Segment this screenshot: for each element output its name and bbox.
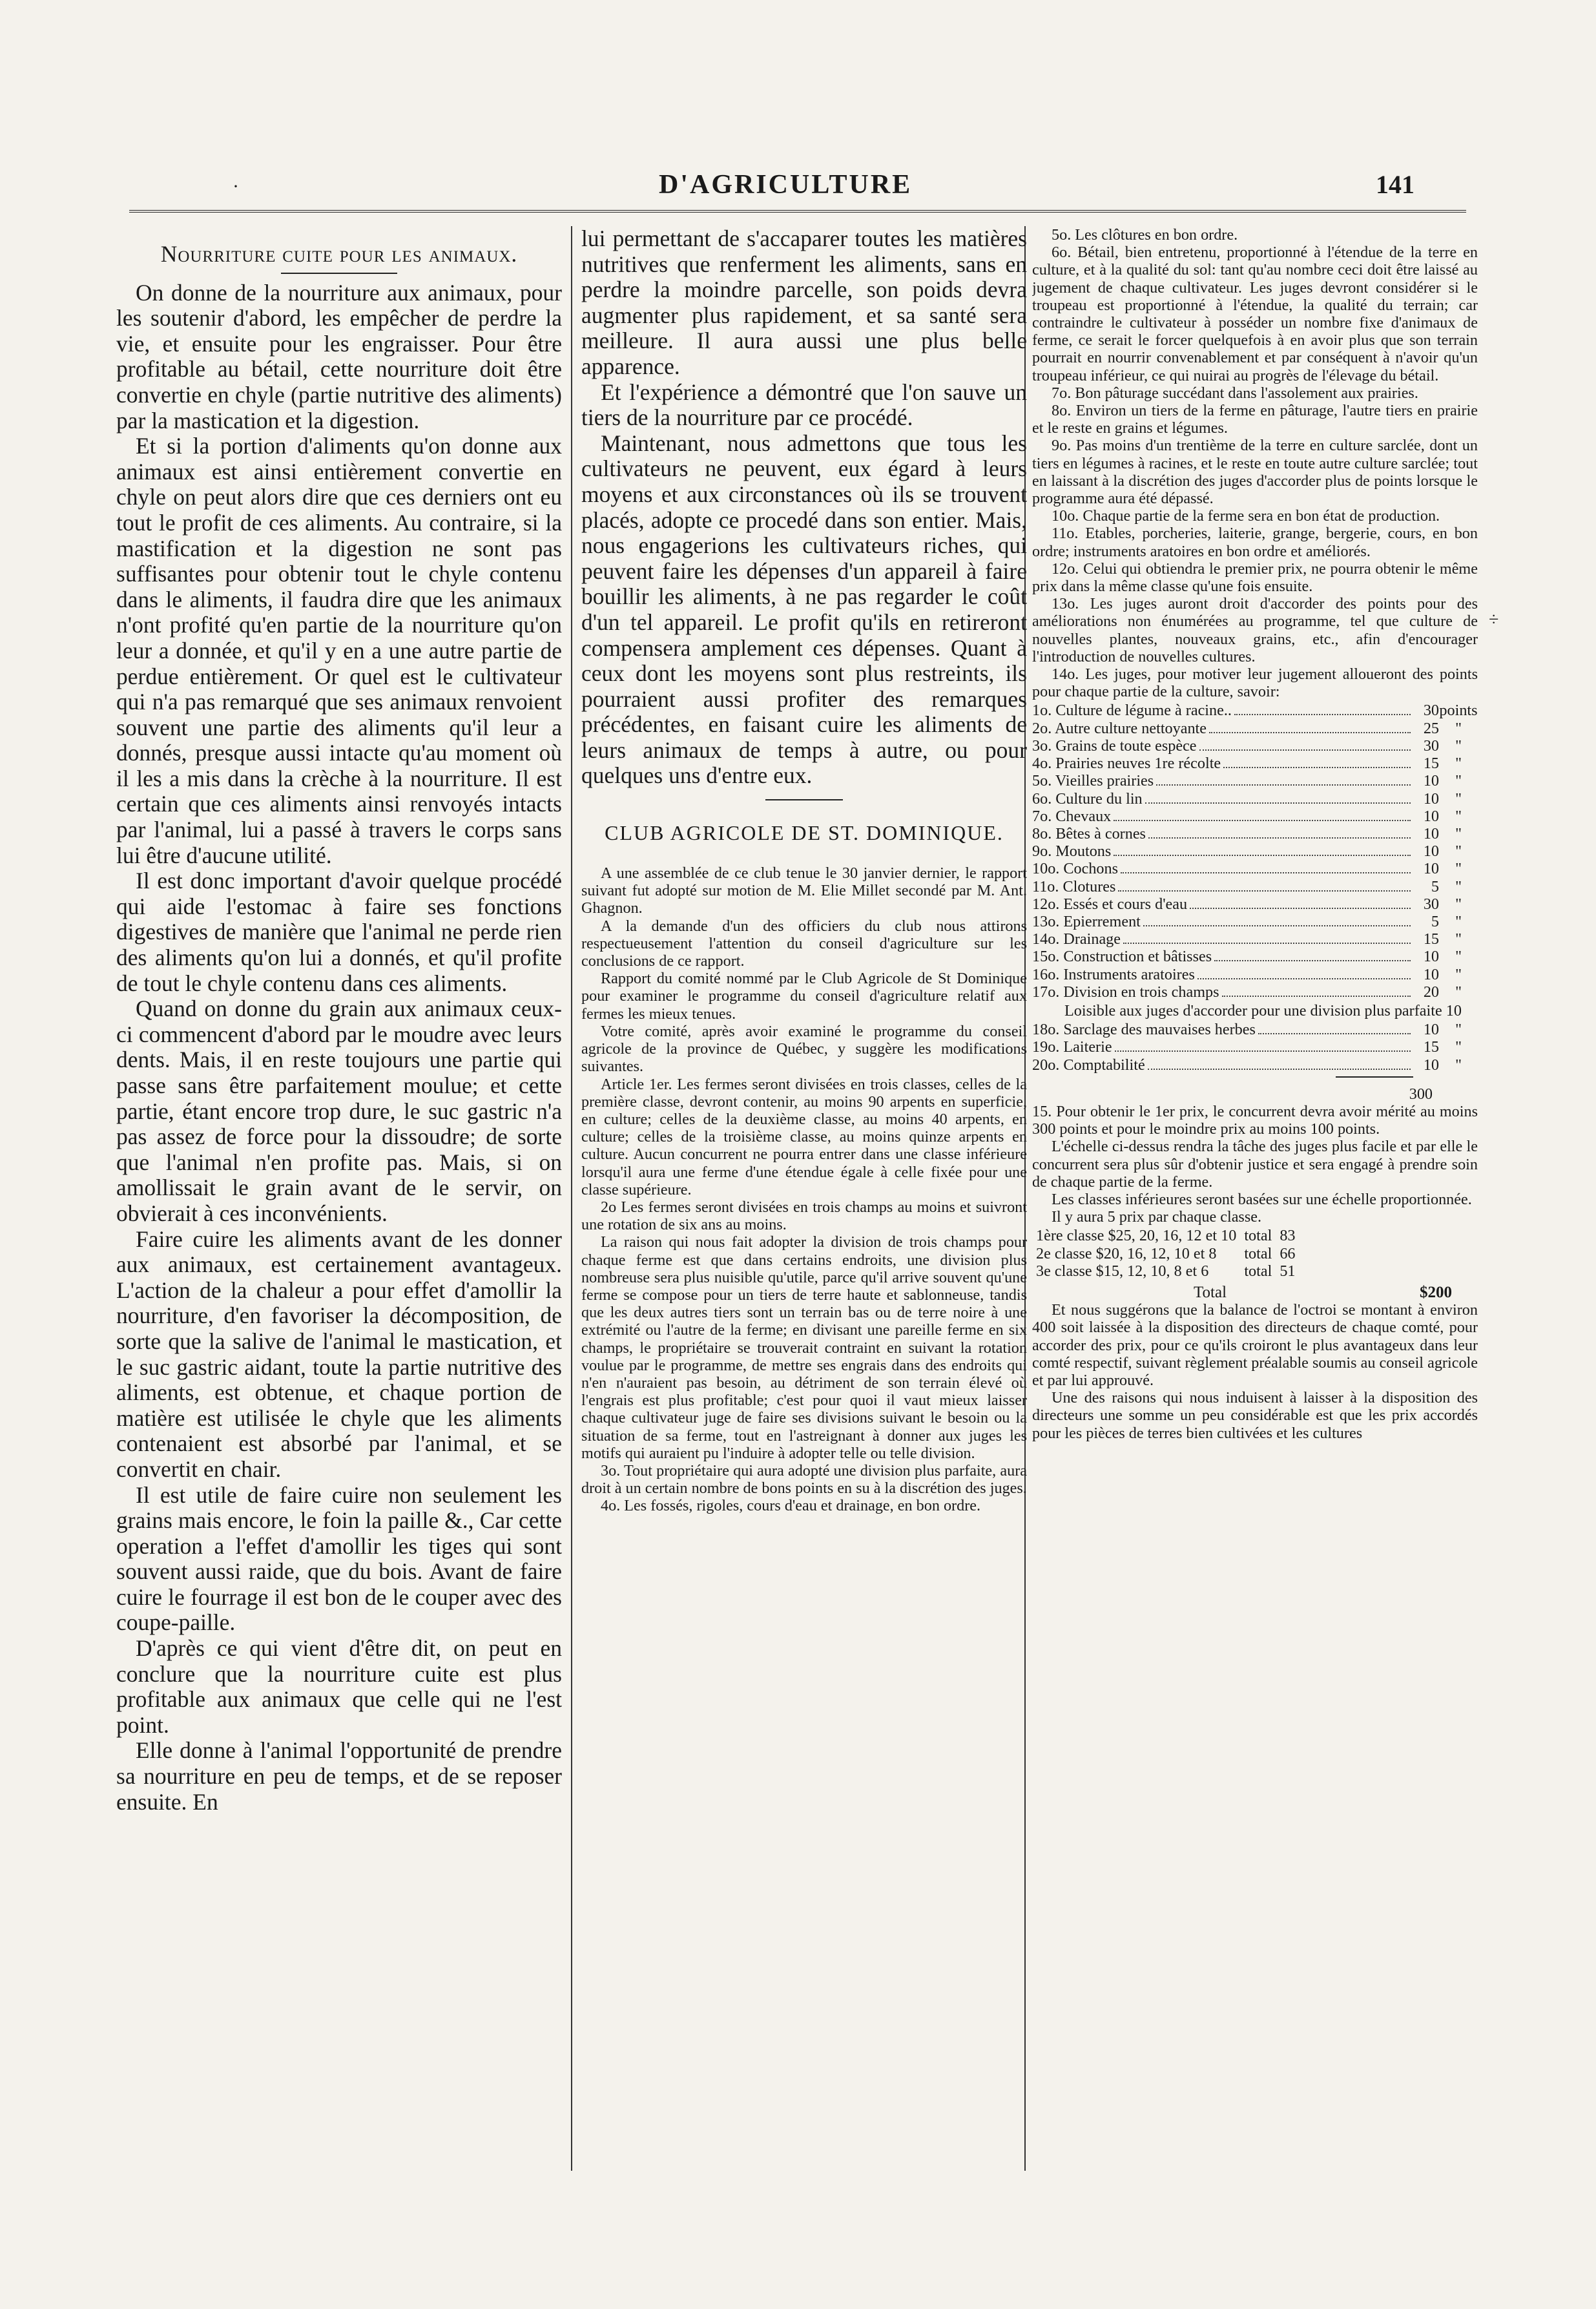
paragraph: 13o. Les juges auront droit d'accorder des points pour des améliorations non énumérées au programme, tel que culture de nouvelles plantes, nouveaux grains, etc., afin d'encourager l'introduction de nouvelles cultures. [1032, 595, 1478, 665]
paragraph: D'après ce qui vient d'être dit, on peut en conclure que la nourriture cuite est plus profitable aux animaux que celle qui ne l'est point. [116, 1635, 562, 1738]
list-item: 8o. Bêtes à cornes 10 " [1032, 824, 1462, 842]
grand-total: Total $200 [1194, 1283, 1452, 1301]
table-row: 3e classe $15, 12, 10, 8 et 6 total 51 [1036, 1262, 1296, 1280]
header-rule [129, 210, 1466, 213]
heading-rule [281, 273, 397, 274]
paragraph: Maintenant, nous admettons que tous les cultivateurs ne peuvent, eux égard à leurs moyens et aux circonstances où ils se trouvent placés, adopte ce procedé dans son entier. Mais, nous engagerions les cultivateurs riches, qui peuvent faire les dépenses d'un appareil à faire bouillir les aliments, à ne pas regarder le coût d'un tel appareil. Le profit qu'ils en retireront compensera amplement ces dépenses. Quant à ceux dont les moyens sont plus restreints, ils pourraient aussi profiter des remarques précédentes, en faisant cuire les aliments de leurs animaux de temps à autre, ou pour quelques uns d'entre eux. [581, 430, 1027, 789]
paragraph: Une des raisons qui nous induisent à laisser à la disposition des directeurs une somme un peu considérable est que les prix accordés pour les pièces de terres bien cultivées et les cultures [1032, 1389, 1478, 1442]
points-scale-list-continued [1032, 1021, 1478, 1074]
list-item: 13o. Epierrement 5 " [1032, 912, 1462, 930]
paragraph: Et si la portion d'aliments qu'on donne aux animaux est ainsi entièrement convertie en chyle on peut alors dire que ces derniers ont eu tout le profit de ces aliments. Au contraire, si la mastification et la digestion ne sont pas suffisantes pour obtenir tout le chyle contenu dans le aliments, il faudra dire que les animaux n'ont profité qu'en partie de la nourriture qu'on leur a donnée, et qu'il y en a une autre partie de perdue entièrement. Or quel est le cultivateur qui n'a pas remarqué que ses animaux renvoient souvent une partie des aliments qu'il leur a donnés, presque aussi intacte qu'au moment où il les a mis dans la crèche à la nourriture. Il est certain que ces aliments ainsi renvoyés intacts par l'animal, lui a passé à travers le corps sans lui être d'aucune utilité. [116, 433, 562, 868]
paragraph: 8o. Environ un tiers de la ferme en pâturage, l'autre tiers en prairie et le reste en grains et légumes. [1032, 402, 1478, 437]
paragraph: Il y aura 5 prix par chaque classe. [1052, 1208, 1262, 1226]
list-item: 4o. Prairies neuves 1re récolte 15 " [1032, 755, 1462, 773]
running-head [0, 169, 1596, 208]
paragraph: L'échelle ci-dessus rendra la tâche des juges plus facile et par elle le concurrent sera plus sûr d'obtenir justice et sera engagé à prendre soin de chaque partie de la ferme. [1032, 1138, 1478, 1191]
paragraph: Rapport du comité nommé par le Club Agricole de St Dominique pour examiner le programme du conseil d'agriculture relatif aux fermes les mieux tenues. [581, 970, 1027, 1023]
paragraph: Il est utile de faire cuire non seulement les grains mais encore, le foin la paille &., Car cette operation a l'effet d'amollir les tiges qui sont souvent aussi raide, que du bois. Avant de faire cuire le fourrage il est bon de le couper avec des coupe-paille. [116, 1481, 562, 1636]
table-row: 1ère classe $25, 20, 16, 12 et 10 total 83 [1036, 1227, 1296, 1245]
paragraph: lui permettant de s'accaparer toutes les matières nutritives que renferment les aliments, sans en perdre la moindre parcelle, son poids devra augmenter plus rapidement, et sa santé sera meilleure. Il aura aussi une plus belle apparence. [581, 226, 1027, 379]
club-heading: CLUB AGRICOLE DE ST. DOMINIQUE. [605, 821, 1004, 845]
points-scale-list [1032, 702, 1478, 1000]
paragraph: Article 1er. Les fermes seront divisées en trois classes, celles de la première classe, devront contenir, au moins 90 arpents en superficie, en culture; celles de la deuxième classe, au moins 40 arpents, en culture; celles de la troisième classe, au moins quinze arpents en culture. Aucun concurrent ne pourra entrer dans une classe inférieure lorsqu'il aura une ferme d'une étendue égale à celle fixée pour une classe supérieure. [581, 1075, 1027, 1198]
column-rule [571, 226, 572, 2171]
list-item: 18o. Sarclage des mauvaises herbes 10 " [1032, 1021, 1462, 1039]
list-item: 19o. Laiterie 15 " [1032, 1038, 1462, 1056]
article-heading: Nourriture cuite pour les animaux. [160, 241, 518, 267]
paragraph: A une assemblée de ce club tenue le 30 janvier dernier, le rapport suivant fut adopté sur motion de M. Elie Millet secondé par M. Ant. Ghagnon. [581, 864, 1027, 917]
paragraph: On donne de la nourriture aux animaux, pour les soutenir d'abord, les empêcher de perdre la vie, et ensuite pour les engraisser. Pour être profitable au bétail, cette nourriture doit être convertie en chyle (partie nutritive des aliments) par la mastication et la digestion. [116, 279, 562, 434]
paragraph: Il est donc important d'avoir quelque procédé qui aide l'estomac à faire ses fonctions digestives de manière que l'animal ne perde rien des aliments qu'on lui a donnés, et qu'il profite de tout le chyle contenu dans ces aliments. [116, 868, 562, 996]
section-separator [765, 799, 843, 800]
paragraph: Et l'expérience a démontré que l'on sauve un tiers de la nourriture par ce procédé. [581, 379, 1027, 431]
list-item: 20o. Comptabilité 10 " [1032, 1056, 1462, 1074]
list-item: 14o. Drainage 15 " [1032, 930, 1462, 948]
paragraph: 10o. Chaque partie de la ferme sera en bon état de production. [1052, 507, 1440, 525]
list-item: 11o. Clotures 5 " [1032, 877, 1462, 895]
margin-mark: ÷ [1489, 610, 1499, 630]
column-1 [116, 226, 562, 1815]
paragraph: 14o. Les juges, pour motiver leur jugement alloueront des points pour chaque partie de la culture, savoir: [1032, 665, 1478, 701]
paragraph: 6o. Bétail, bien entretenu, proportionné à l'étendue de la terre en culture, et à la qualité du sol: tant qu'au nombre ceci doit être laissé au jugement de chaque cultivateur. Les juges devront considérer si le troupeau est proportionné à l'étendue, la qualité du terrain; car contraindre le cultivateur à posséder un nombre fixe d'animaux de ferme, ce serait le forcer quelquefois à en avoir plus que son terrain pourrait en nourrir convenablement et par conséquent à n'avoir qu'un troupeau inférieur, ce qui nuirai au progrès de l'élevage du bétail. [1032, 244, 1478, 384]
list-item: 17o. Division en trois champs 20 " [1032, 983, 1462, 1001]
paragraph: 9o. Pas moins d'un trentième de la terre en culture sarclée, dont un tiers en légumes à racines, et le reste en toute autre culture sarclée; tout en laissant à la discrétion des juges d'accorder plus de points lorsque le programme aura été dépassé. [1032, 437, 1478, 508]
paragraph: A la demande d'un des officiers du club nous attirons respectueusement l'attention du conseil d'agriculture sur les conclusions de ce rapport. [581, 917, 1027, 970]
list-item: 16o. Instruments aratoires 10 " [1032, 965, 1462, 983]
list-item: 3o. Grains de toute espèce 30 " [1032, 737, 1462, 755]
list-item: 15o. Construction et bâtisses 10 " [1032, 948, 1462, 966]
column-3 [1032, 226, 1478, 1442]
paragraph: 11o. Etables, porcheries, laiterie, grange, bergerie, cours, en bon ordre; instruments aratoires en bon ordre et améliorés. [1032, 525, 1478, 560]
list-item: 6o. Culture du lin 10 " [1032, 789, 1462, 808]
list-item: 5o. Vieilles prairies 10 " [1032, 772, 1462, 790]
prize-table [1032, 1227, 1300, 1280]
paragraph: 7o. Bon pâturage succédant dans l'assolement aux prairies. [1052, 384, 1418, 402]
paragraph: Faire cuire les aliments avant de les donner aux animaux, est certainement avantageux. L'action de la chaleur a pour effet d'amollir la nourriture, d'en favoriser la décomposition, de sorte que la salive de l'animal le mastication, et le suc gastric aidant, toute la partie nutritive des aliments, est obtenue, et chaque portion de matière est utilisée le chyle que les aliments contenaient est absorbé par l'animal, et se convertit en chair. [116, 1226, 562, 1482]
paragraph: Et nous suggérons que la balance de l'octroi se montant à environ 400 soit laissée à la disposition des directeurs de chaque comté, pour accorder des prix, pour ce qu'ils croiront le plus avantageux dans leur comté respectif, suivant règlement préalable soumis au conseil agricole et par lui approuvé. [1032, 1301, 1478, 1389]
list-item: 7o. Chevaux 10 " [1032, 807, 1462, 825]
table-row: 2e classe $20, 16, 12, 10 et 8 total 66 [1036, 1244, 1296, 1262]
paragraph: Votre comité, après avoir examiné le programme du conseil agricole de la province de Québec, y suggère les modifications suivantes. [581, 1022, 1027, 1076]
loisible-note: Loisible aux juges d'accorder pour une division plus parfaite 10 [1064, 1001, 1462, 1019]
list-item: 1o. Culture de légume à racine.. 30 points [1032, 702, 1478, 720]
list-item: 2o. Autre culture nettoyante 25 " [1032, 719, 1462, 737]
list-item: 10o. Cochons 10 " [1032, 860, 1462, 878]
points-total: 300 [1409, 1085, 1433, 1103]
list-item: 12o. Essés et cours d'eau 30 " [1032, 895, 1462, 913]
paragraph: 15. Pour obtenir le 1er prix, le concurrent devra avoir mérité au moins 300 points et pour le moindre prix au moins 100 points. [1032, 1102, 1478, 1138]
paragraph: Elle donne à l'animal l'opportunité de prendre sa nourriture en peu de temps, et de se reposer ensuite. En [116, 1737, 562, 1815]
paragraph: 4o. Les fossés, rigoles, cours d'eau et drainage, en bon ordre. [601, 1497, 981, 1515]
column-2 [581, 226, 1027, 1515]
paragraph: 12o. Celui qui obtiendra le premier prix, ne pourra obtenir le même prix dans la même classe qu'une fois ensuite. [1032, 559, 1478, 596]
running-title: D'AGRICULTURE [659, 170, 913, 200]
sum-rule [1336, 1076, 1413, 1078]
paragraph: 5o. Les clôtures en bon ordre. [1052, 226, 1238, 244]
page-number: 141 [1376, 170, 1415, 199]
paragraph: 2o Les fermes seront divisées en trois champs au moins et suivront une rotation de six ans au moins. [581, 1198, 1027, 1234]
list-item: 9o. Moutons 10 " [1032, 842, 1462, 861]
decorative-dot: · [233, 176, 239, 197]
paragraph: La raison qui nous fait adopter la division de trois champs pour chaque ferme est que dans certains endroits, une division plus nombreuse sera plus nuisible qu'utile, parce qu'il arrive souvent qu'une ferme se compose pour un tiers de terre haute et sablonneuse, tandis que les deux autres tiers sont un terrain bas ou de terre noire à une extrémité ou l'autre de la ferme; en divisant une pareille ferme en six champs, le propriétaire se trouverait contraint en suivant la rotation voulue par le programme, de mettre ses engrais dans des endroits qui n'en n'auraient pas besoin, au détriment de son terrain élevé où l'engrais est plus profitable; c'est pour quoi il vaut mieux laisser chaque cultivateur juge de faire ses divisions suivant le besoin ou la situation de sa ferme, tout en l'astreignant à donner aux juges les motifs qui auraient pu l'induire à adopter telle ou telle division. [581, 1233, 1027, 1462]
paragraph: 3o. Tout propriétaire qui aura adopté une division plus parfaite, aura droit à un certain nombre de bons points en su à la discrétion des juges. [581, 1461, 1027, 1498]
paragraph: Quand on donne du grain aux animaux ceux-ci commencent d'abord par le moudre avec leurs dents. Mais, il en reste toujours une partie qui passe sans être parfaitement moulue; et cette partie, étant encore trop dure, le suc gastric n'a pas assez de force pour la dissoudre; de sorte que l'animal n'en profite pas. Mais, si on amollissait le grain avant de le servir, on obvierait à ces inconvénients. [116, 996, 562, 1226]
paragraph: Les classes inférieures seront basées sur une échelle proportionnée. [1052, 1190, 1472, 1208]
